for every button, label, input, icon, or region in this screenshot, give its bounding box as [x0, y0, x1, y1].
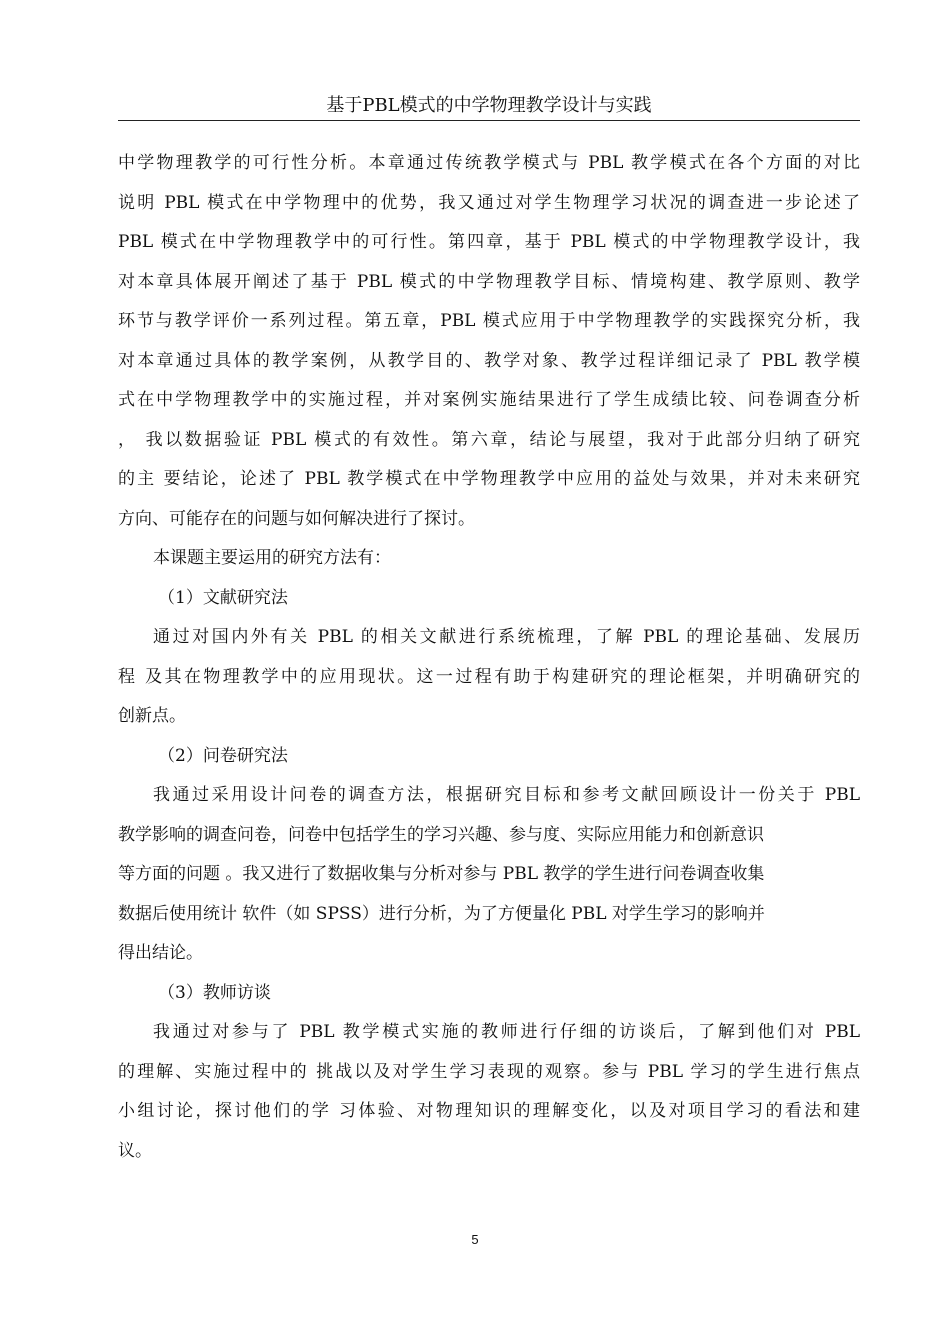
text-line: 方向、可能存在的问题与如何解决进行了探讨。 [118, 508, 475, 529]
section-heading-interview [118, 974, 860, 1014]
text-line: PBL 模式在中学物理教学中的可行性。第四章，基于 PBL 模式的中学物理教学设计，我 [118, 232, 860, 252]
heading-line: （2）问卷研究法 [158, 745, 288, 766]
section-heading-questionnaire [118, 737, 860, 777]
paragraph-literature-method [118, 618, 860, 737]
paragraph-methods-intro [118, 539, 860, 579]
section-heading-literature [118, 579, 860, 619]
text-line: 数据后使用统计 软件（如 SPSS）进行分析，为了方便量化 PBL 对学生学习的影响并 [118, 903, 765, 924]
text-line: 创新点。 [118, 706, 186, 726]
text-line: ， 我以数据验证 PBL 模式的有效性。第六章，结论与展望，我对于此部分归纳了研究 [118, 429, 860, 450]
body-text [118, 144, 860, 1171]
heading-line: （1）文献研究法 [158, 587, 288, 608]
text-line: 对本章通过具体的教学案例，从教学目的、教学对象、教学过程详细记录了 PBL 教学模 [118, 350, 860, 371]
text-line: 得出结论。 [118, 943, 203, 963]
text-line: 议。 [118, 1140, 152, 1161]
text-line: 中学物理教学的可行性分析。本章通过传统教学模式与 PBL 教学模式在各个方面的对比 [118, 153, 860, 173]
heading-line: （3）教师访谈 [158, 982, 271, 1003]
text-line: 程 及其在物理教学中的应用现状。这一过程有助于构建研究的理论框架，并明确研究的 [118, 666, 860, 687]
page-number: 5 [471, 1232, 479, 1247]
running-header: 基于PBL模式的中学物理教学设计与实践 [326, 95, 652, 116]
paragraph-questionnaire-method [118, 776, 860, 974]
header-rule [118, 120, 860, 121]
paragraph-interview-method [118, 1013, 860, 1171]
text-line: 式在中学物理教学中的实施过程，并对案例实施结果进行了学生成绩比较、问卷调查分析 [118, 390, 860, 410]
text-line: 教学影响的调查问卷，问卷中包括学生的学习兴趣、参与度、实际应用能力和创新意识 [118, 824, 764, 845]
text-line: 对本章具体展开阐述了基于 PBL 模式的中学物理教学目标、情境构建、教学原则、教学 [118, 271, 860, 292]
text-line: 我通过采用设计问卷的调查方法，根据研究目标和参考文献回顾设计一份关于 PBL [153, 785, 860, 805]
paragraph-chapter-overview [118, 144, 860, 539]
text-line: 通过对国内外有关 PBL 的相关文献进行系统梳理，了解 PBL 的理论基础、发展历 [153, 627, 860, 647]
text-line: 的理解、实施过程中的 挑战以及对学生学习表现的观察。参与 PBL 学习的学生进行焦点 [118, 1061, 860, 1082]
text-line: 环节与教学评价一系列过程。第五章，PBL 模式应用于中学物理教学的实践探究分析，我 [118, 311, 860, 331]
text-line: 说明 PBL 模式在中学物理中的优势，我又通过对学生物理学习状况的调查进一步论述了 [118, 192, 860, 213]
text-line: 等方面的问题 。我又进行了数据收集与分析对参与 PBL 教学的学生进行问卷调查收集 [118, 864, 765, 884]
text-line: 小组讨论，探讨他们的学 习体验、对物理知识的理解变化，以及对项目学习的看法和建 [118, 1101, 860, 1121]
text-line: 本课题主要运用的研究方法有： [153, 548, 391, 568]
text-line: 的主 要结论，论述了 PBL 教学模式在中学物理教学中应用的益处与效果，并对未来研究 [118, 469, 860, 489]
text-line: 我通过对参与了 PBL 教学模式实施的教师进行仔细的访谈后，了解到他们对 PBL [153, 1022, 860, 1042]
